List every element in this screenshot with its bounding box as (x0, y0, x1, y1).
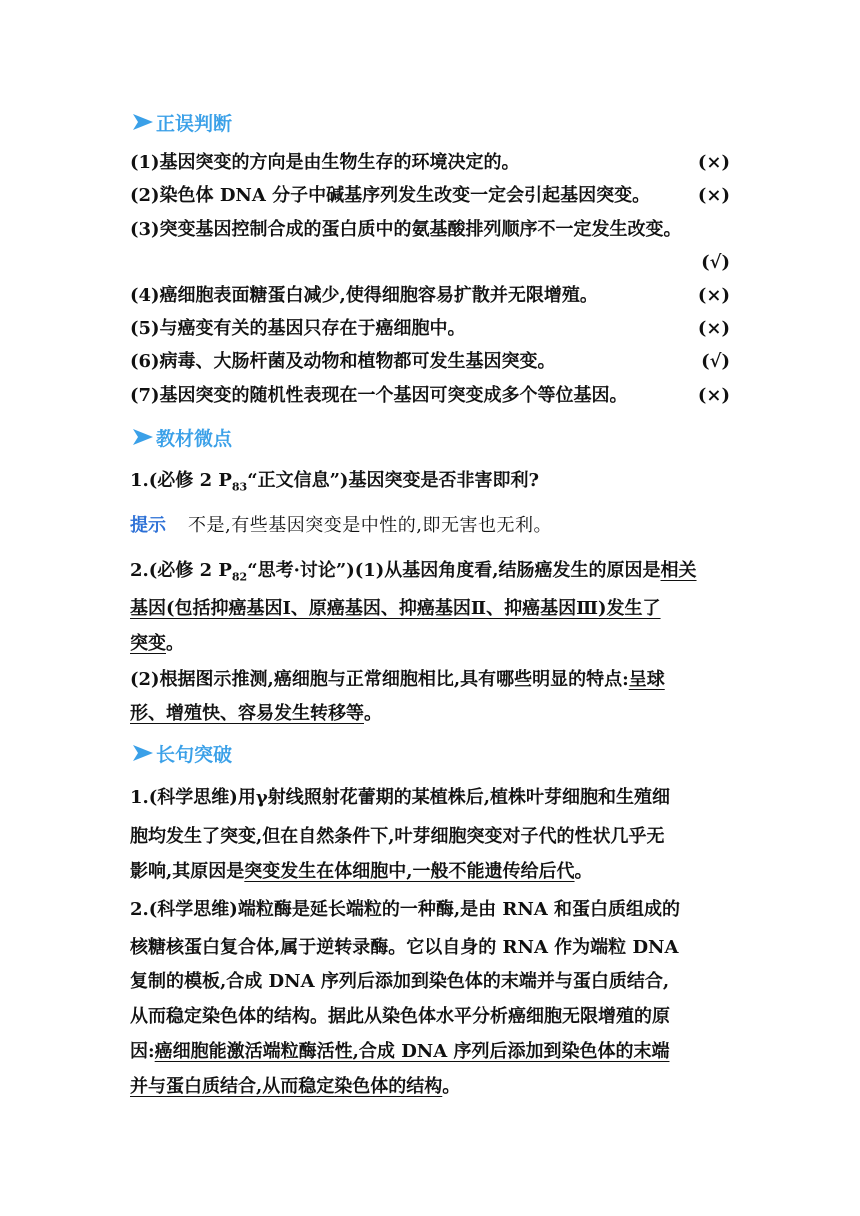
judgment-mark: (×) (697, 318, 730, 339)
textbook-question-1: 1.(必修 2 $P_{83}“$正文信息”)基因突变是否非害即利? (130, 470, 539, 494)
longsentence-para-2: 复制的模板,合成 DNA 序列后添加到染色体的末端并与蛋白质结合, (130, 971, 670, 992)
arrow-bullet-icon (132, 744, 154, 762)
textbook-question-2-cont (130, 595, 730, 623)
longsentence-para-1: 胞均发生了突变,但在自然条件下,叶芽细胞突变对子代的性状几乎无 (130, 826, 665, 847)
answer-underline: 形、增殖快、容易发生转移等 (130, 703, 364, 724)
judgment-item: (3)突变基因控制合成的蛋白质中的氨基酸排列顺序不一定发生改变。 (130, 219, 682, 240)
judgment-item: (2)染色体 DNA 分子中碱基序列发生改变一定会引起基因突变。 (×) (130, 182, 730, 210)
longsentence-para-2: 从而稳定染色体的结构。据此从染色体水平分析癌细胞无限增殖的原 (130, 1006, 670, 1027)
section-heading-judgment: 正误判断 (132, 107, 232, 137)
judgment-item: (6)病毒、大肠杆菌及动物和植物都可发生基因突变。 (√) (130, 348, 730, 376)
answer-underline: 突变发生在体细胞中,一般不能遗传给后代 (244, 861, 575, 882)
longsentence-para-2: 并与蛋白质结合,从而稳定染色体的结构。 (130, 1076, 461, 1097)
judgment-mark: (√) (701, 252, 730, 273)
hint-line: 提示 不是,有些基因突变是中性的,即无害也无利。 (130, 515, 552, 536)
longsentence-para-1: 影响,其原因是突变发生在体细胞中,一般不能遗传给后代。 (130, 861, 593, 882)
judgment-mark: (×) (697, 185, 730, 206)
judgment-mark: (√) (701, 351, 730, 372)
longsentence-para-1: 1.(科学思维)用γ射线照射花蕾期的某植株后,植株叶芽细胞和生殖细 (130, 787, 670, 808)
textbook-question-3-cont: 形、增殖快、容易发生转移等。 (130, 703, 382, 724)
section-heading-longsentence: 长句突破 (132, 738, 232, 768)
judgment-item: (7)基因突变的随机性表现在一个基因可突变成多个等位基因。 (×) (130, 382, 730, 410)
textbook-question-3: (2)根据图示推测,癌细胞与正常细胞相比,具有哪些明显的特点:呈球 (130, 669, 665, 690)
longsentence-para-2: 因:癌细胞能激活端粒酶活性,合成 DNA 序列后添加到染色体的末端 (130, 1041, 670, 1062)
arrow-bullet-icon (132, 113, 154, 131)
answer-underline: 基因(包括抑癌基因Ⅰ、原癌基因、抑癌基因Ⅱ、抑癌基因Ⅲ)发生了 (130, 598, 661, 619)
answer-underline: 呈球 (628, 669, 665, 690)
section-heading-textbook: 教材微点 (132, 422, 232, 452)
longsentence-para-2: 2.(科学思维)端粒酶是延长端粒的一种酶,是由 RNA 和蛋白质组成的 (130, 899, 680, 920)
textbook-question-2-cont: 突变。 (130, 633, 184, 654)
answer-underline: 癌细胞能激活端粒酶活性,合成 DNA 序列后添加到染色体的末端 (154, 1041, 670, 1062)
hint-label: 提示 (130, 515, 166, 536)
answer-underline: 突变 (130, 633, 166, 654)
textbook-question-2: 2.(必修 2 $P_{82}“$思考·讨论”)(1)从基因角度看,结肠癌发生的原因是相关 (130, 560, 697, 584)
judgment-mark: (×) (697, 385, 730, 406)
judgment-mark: (×) (697, 285, 730, 306)
judgment-mark: (×) (697, 152, 730, 173)
judgment-item: (5)与癌变有关的基因只存在于癌细胞中。 (×) (130, 315, 730, 343)
answer-underline: 相关 (660, 560, 697, 581)
arrow-bullet-icon (132, 428, 154, 446)
answer-underline: 并与蛋白质结合,从而稳定染色体的结构 (130, 1076, 443, 1097)
judgment-item: (4)癌细胞表面糖蛋白减少,使得细胞容易扩散并无限增殖。 (×) (130, 282, 730, 310)
longsentence-para-2: 核糖核蛋白复合体,属于逆转录酶。它以自身的 RNA 作为端粒 DNA (130, 937, 679, 958)
judgment-item: (1)基因突变的方向是由生物生存的环境决定的。 (×) (130, 149, 730, 177)
